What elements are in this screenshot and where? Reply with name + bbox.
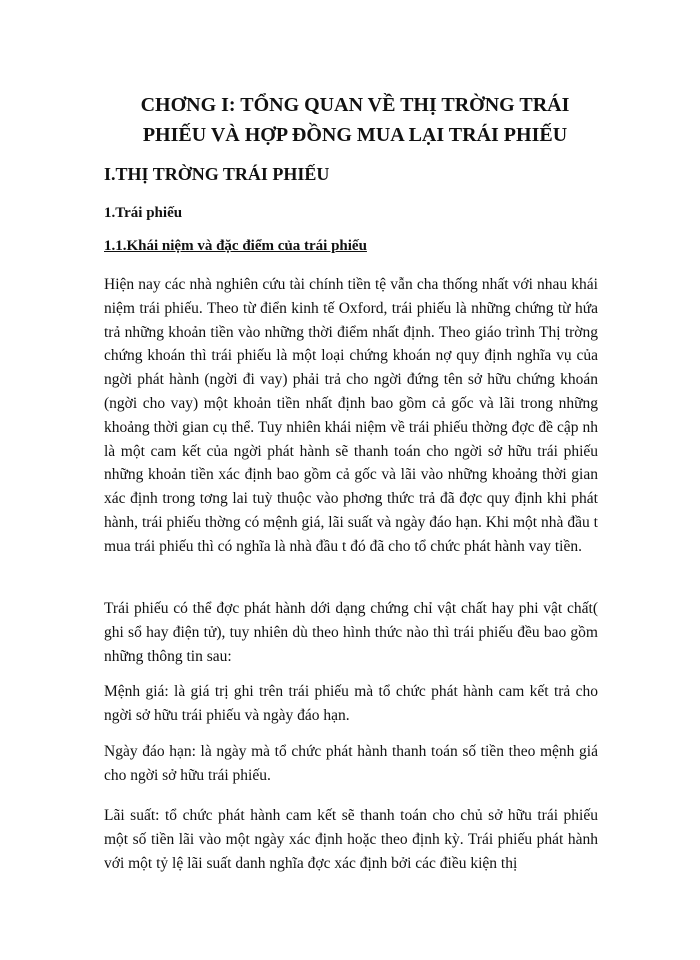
chapter-title-line-1: CHƠNG I: TỔNG QUAN VỀ THỊ TRỜNG TRÁI (140, 94, 570, 116)
section-heading: I.THỊ TRỜNG TRÁI PHIẾU (104, 164, 330, 184)
chapter-title-line-2: PHIẾU VÀ HỢP ĐỒNG MUA LẠI TRÁI PHIẾU (142, 124, 568, 146)
subsection-heading: 1.Trái phiếu (104, 205, 183, 221)
paragraph-bond-definition: Hiện nay các nhà nghiên cứu tài chính tiền tệ vẫn cha thống nhất với nhau khái niệm trái phiếu. Theo từ điển kinh tế Oxford, trái phiếu là những chứng từ hứa trả những khoản tiền vào những thời điểm nhất định. Theo giáo trình Thị trờng chứng khoán thì trái phiếu là một loại chứng khoán nợ quy định nghĩa vụ của ngời phát hành (ngời đi vay) phải trả cho ngời đứng tên sở hữu chứng khoán (ngời cho vay) một khoản tiền nhất định bao gồm cả gốc và lãi trong những khoảng thời gian cụ thể. Tuy nhiên khái niệm về trái phiếu thờng đợc đề cập nh là một cam kết của ngời phát hành sẽ thanh toán cho ngời sở hữu trái phiếu những khoản tiền xác định bao gồm cả gốc và lãi vào những khoảng thời gian xác định trong tơng lai tuỳ thuộc vào phơng thức trả đã đợc quy định khi phát hành, trái phiếu thờng có mệnh giá, lãi suất và ngày đáo hạn. Khi một nhà đầu t mua trái phiếu thì có nghĩa là nhà đầu t đó đã cho tổ chức phát hành vay tiền. (104, 276, 598, 555)
paragraph-bond-forms: Trái phiếu có thể đợc phát hành dới dạng chứng chỉ vật chất hay phi vật chất( ghi sổ hay điện tử), tuy nhiên dù theo hình thức nào thì trái phiếu đều bao gồm những thông tin sau: (104, 600, 598, 665)
paragraph-maturity-date: Ngày đáo hạn: là ngày mà tổ chức phát hành thanh toán số tiền theo mệnh giá cho ngời sở hữu trái phiếu. (104, 743, 598, 784)
chapter-title (60, 90, 650, 150)
paragraph-face-value: Mệnh giá: là giá trị ghi trên trái phiếu mà tổ chức phát hành cam kết trả cho ngời sở hữu trái phiếu và ngày đáo hạn. (104, 683, 598, 724)
paragraph-interest-rate: Lãi suất: tổ chức phát hành cam kết sẽ thanh toán cho chủ sở hữu trái phiếu một số tiền lãi vào một ngày xác định hoặc theo định kỳ. Trái phiếu phát hành với một tỷ lệ lãi suất danh nghĩa đợc xác định bởi các điều kiện thị (104, 807, 598, 872)
subsubsection-heading: 1.1.Khái niệm và đặc điểm của trái phiếu (104, 238, 367, 254)
